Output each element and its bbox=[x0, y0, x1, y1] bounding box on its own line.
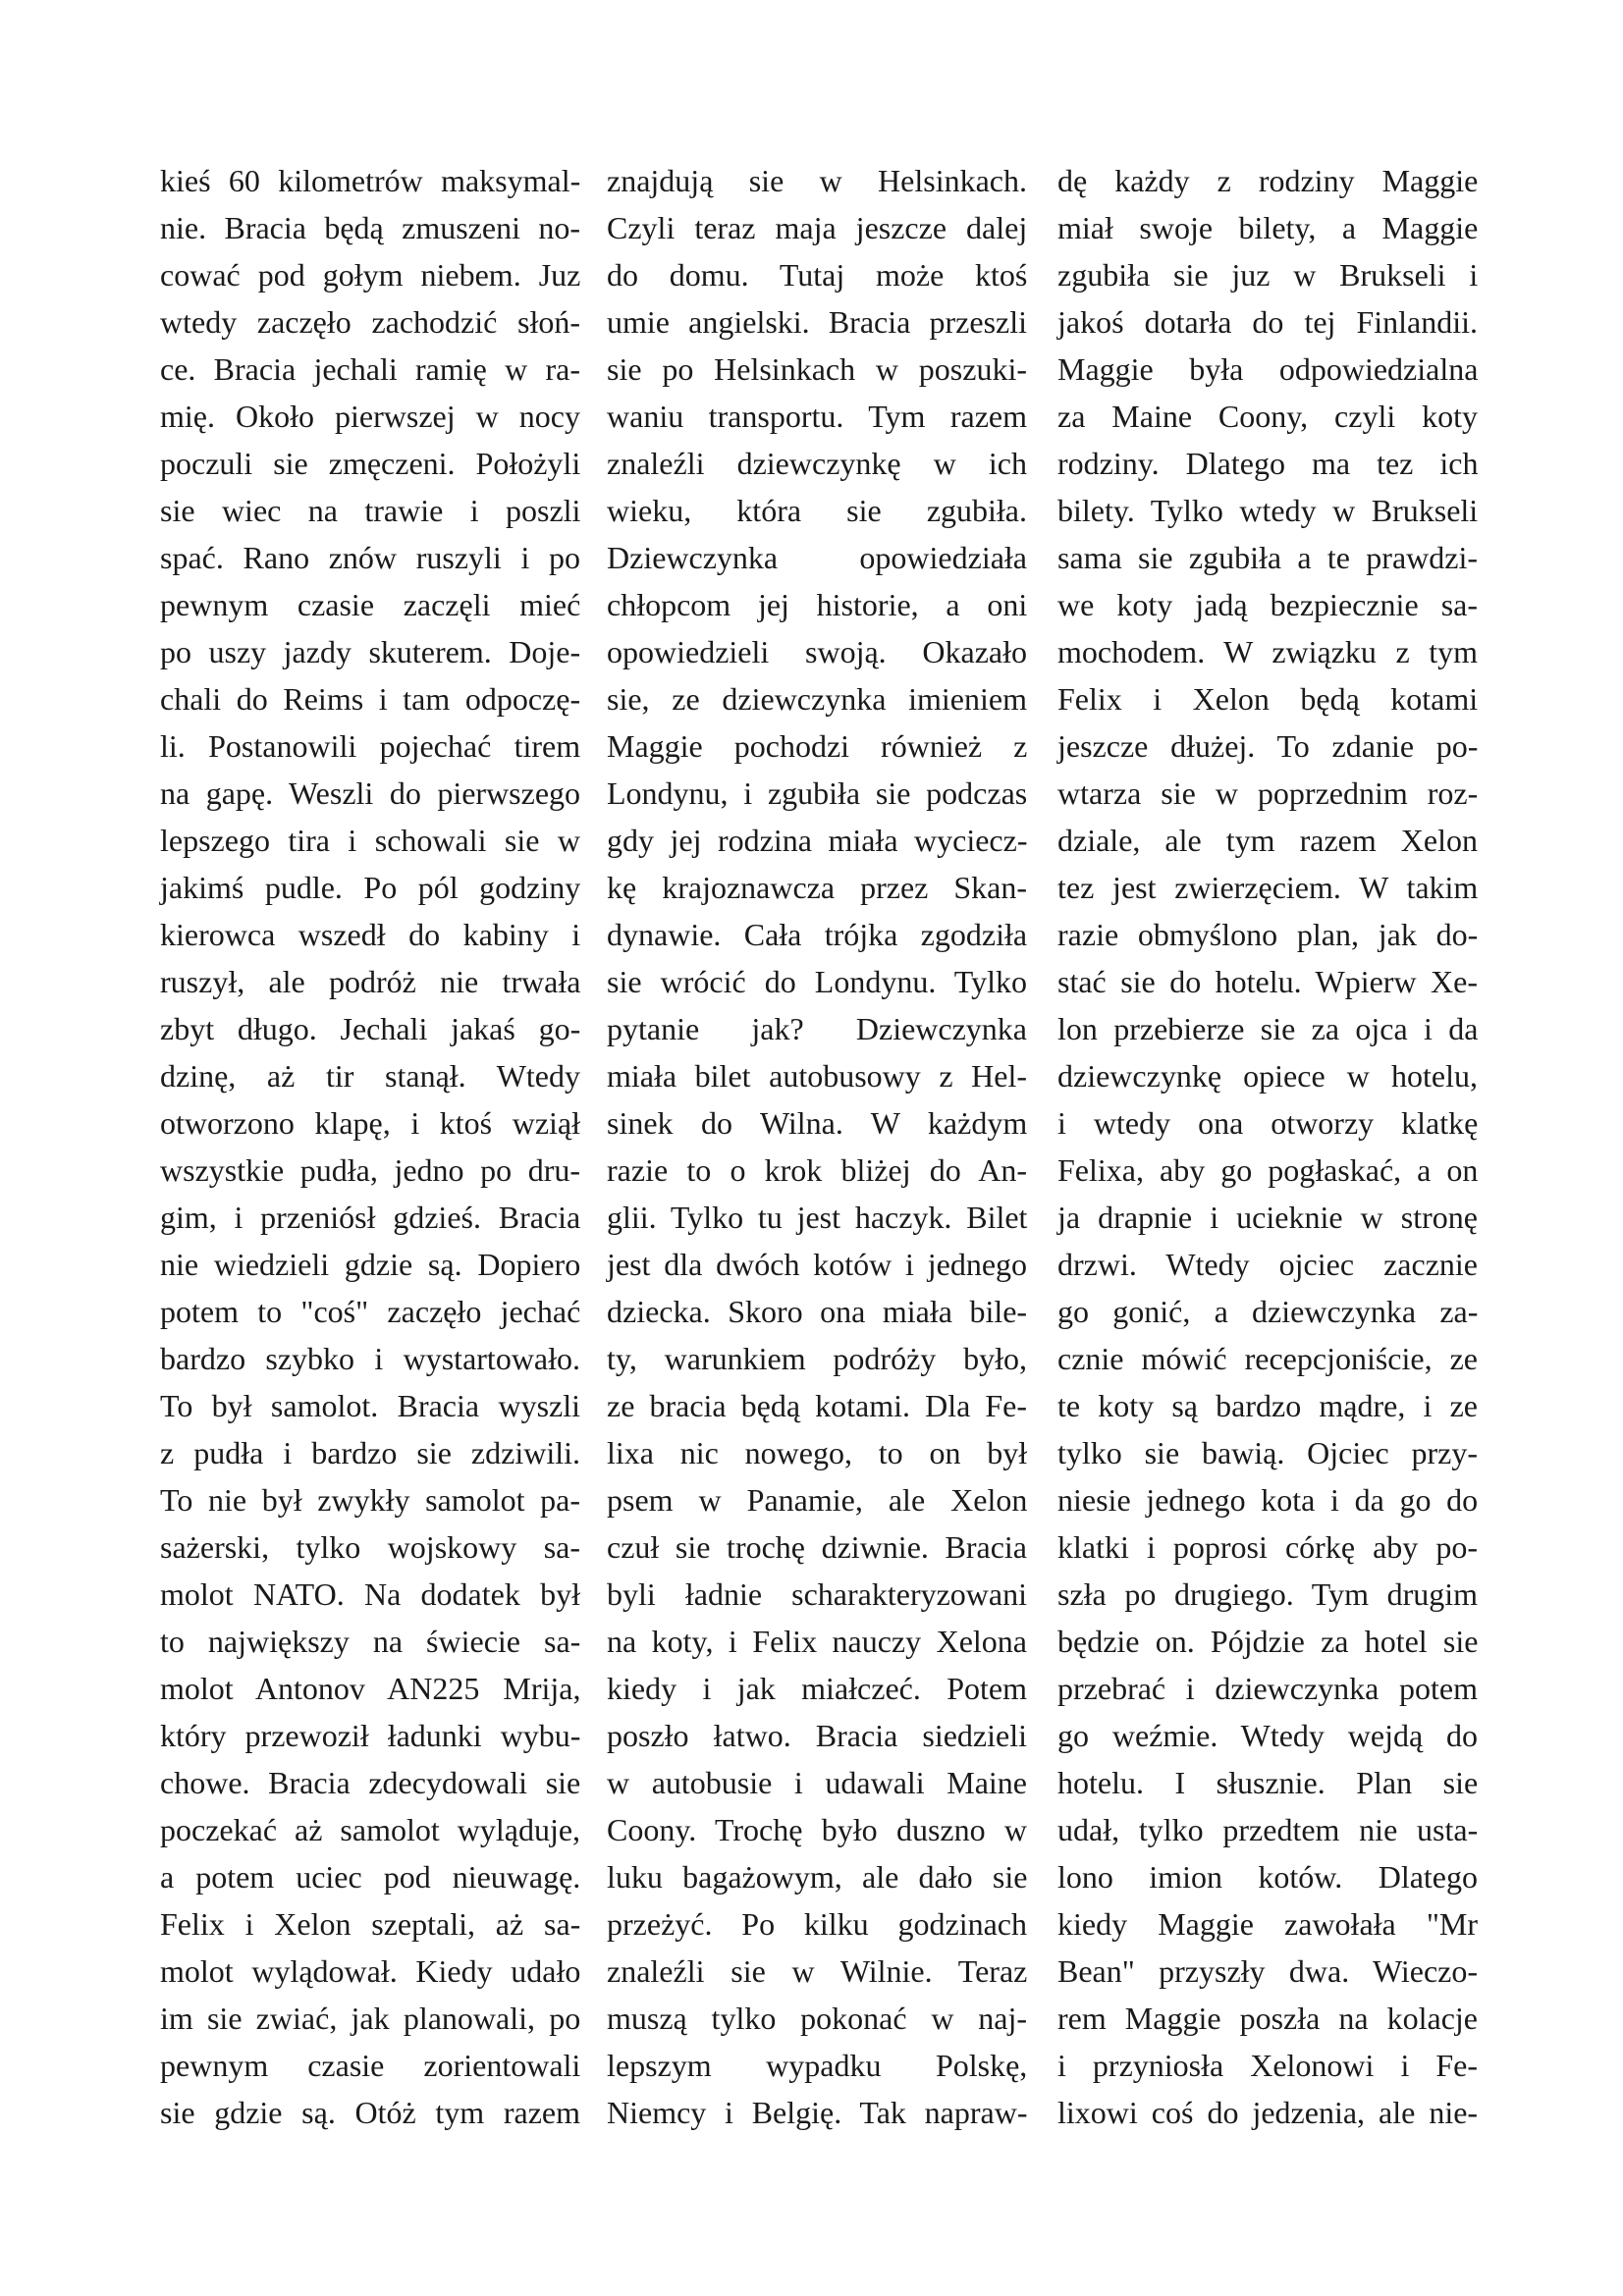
text-line: go weźmie. Wtedy wejdą do bbox=[1057, 1718, 1478, 1753]
text-line: Felix i Xelon będą kotami bbox=[1057, 681, 1479, 717]
text-line: po uszy jazdy skuterem. Doje- bbox=[160, 634, 581, 669]
text-line: cować pod gołym niebem. Juz bbox=[160, 257, 581, 293]
text-line: stać sie do hotelu. Wpierw Xe- bbox=[1057, 964, 1478, 999]
text-line: tylko sie bawią. Ojciec przy- bbox=[1057, 1435, 1478, 1470]
text-line: dziecka. Skoro ona miała bile- bbox=[607, 1294, 1028, 1329]
text-line: gdy jej rodzina miała wyciecz- bbox=[607, 823, 1028, 858]
text-line: li. Postanowili pojechać tirem bbox=[160, 728, 581, 764]
text-line: jakimś pudle. Po pól godziny bbox=[160, 870, 581, 905]
text-line: hotelu. I słusznie. Plan sie bbox=[1057, 1765, 1479, 1800]
text-line: dziale, ale tym razem Xelon bbox=[1057, 823, 1478, 858]
text-line: Londynu, i zgubiła sie podczas bbox=[607, 775, 1028, 811]
text-line: znajdują sie w Helsinkach. bbox=[607, 163, 1027, 198]
text-line: sie, ze dziewczynka imieniem bbox=[607, 681, 1027, 717]
text-line: molot wylądował. Kiedy udało bbox=[160, 1953, 581, 1989]
text-line: zgubiła sie juz w Brukseli i bbox=[1057, 257, 1479, 293]
text-line: Coony. Trochę było duszno w bbox=[607, 1812, 1027, 1847]
text-line: spać. Rano znów ruszyli i po bbox=[160, 540, 580, 575]
text-line: pytanie jak? Dziewczynka bbox=[607, 1011, 1027, 1046]
text-line: razie obmyślono plan, jak do- bbox=[1057, 917, 1479, 952]
text-line: do domu. Tutaj może ktoś bbox=[607, 257, 1028, 293]
text-line: bilety. Tylko wtedy w Brukseli bbox=[1057, 493, 1479, 528]
text-line: i przyniosła Xelonowi i Fe- bbox=[1057, 2048, 1478, 2083]
text-line: molot NATO. Na dodatek był bbox=[160, 1576, 580, 1612]
text-line: sie gdzie są. Otóż tym razem bbox=[160, 2095, 580, 2130]
text-line: wtedy zaczęło zachodzić słoń- bbox=[160, 304, 581, 340]
text-line: ze bracia będą kotami. Dla Fe- bbox=[607, 1388, 1027, 1423]
text-line: byli ładnie scharakteryzowani bbox=[607, 1576, 1027, 1612]
text-line: dziewczynkę opiece w hotelu, bbox=[1057, 1058, 1478, 1094]
text-line: szła po drugiego. Tym drugim bbox=[1057, 1576, 1478, 1612]
text-line: mochodem. W związku z tym bbox=[1057, 634, 1478, 669]
text-line: zbyt długo. Jechali jakaś go- bbox=[160, 1011, 581, 1046]
text-line: drzwi. Wtedy ojciec zacznie bbox=[1057, 1247, 1478, 1282]
text-line: to największy na świecie sa- bbox=[160, 1624, 581, 1659]
text-column-2 bbox=[607, 157, 1027, 2136]
text-line: wtarza sie w poprzednim roz- bbox=[1057, 775, 1479, 811]
text-line: jeszcze dłużej. To zdanie po- bbox=[1057, 728, 1479, 764]
text-line: sinek do Wilna. W każdym bbox=[607, 1105, 1028, 1141]
text-line: Maggie pochodzi również z bbox=[607, 728, 1028, 764]
text-line: nie. Bracia będą zmuszeni no- bbox=[160, 210, 580, 245]
text-line: poczuli sie zmęczeni. Położyli bbox=[160, 446, 581, 481]
text-line: na gapę. Weszli do pierwszego bbox=[160, 775, 581, 811]
text-line: lono imion kotów. Dlatego bbox=[1057, 1859, 1478, 1895]
text-line: muszą tylko pokonać w naj- bbox=[607, 2001, 1027, 2036]
text-line: znaleźli dziewczynkę w ich bbox=[607, 446, 1027, 481]
text-line: będzie on. Pójdzie za hotel sie bbox=[1057, 1624, 1479, 1659]
text-line: klatki i poprosi córkę aby po- bbox=[1057, 1529, 1478, 1565]
text-line: sażerski, tylko wojskowy sa- bbox=[160, 1529, 580, 1565]
text-line: miał swoje bilety, a Maggie bbox=[1057, 210, 1479, 245]
text-line: we koty jadą bezpiecznie sa- bbox=[1057, 587, 1478, 622]
text-line: ja drapnie i ucieknie w stronę bbox=[1057, 1200, 1478, 1235]
text-line: razie to o krok bliżej do An- bbox=[607, 1152, 1027, 1188]
text-line: waniu transportu. Tym razem bbox=[607, 399, 1027, 434]
text-line: sie wiec na trawie i poszli bbox=[160, 493, 581, 528]
text-line: znaleźli sie w Wilnie. Teraz bbox=[607, 1953, 1028, 1989]
text-line: czuł sie trochę dziwnie. Bracia bbox=[607, 1529, 1027, 1565]
text-line: rodziny. Dlatego ma tez ich bbox=[1057, 446, 1479, 481]
text-line: go gonić, a dziewczynka za- bbox=[1057, 1294, 1479, 1329]
text-line: a potem uciec pod nieuwagę. bbox=[160, 1859, 581, 1895]
text-line: lepszym wypadku Polskę, bbox=[607, 2048, 1028, 2083]
text-line: jest dla dwóch kotów i jednego bbox=[607, 1247, 1028, 1282]
text-line: mię. Około pierwszej w nocy bbox=[160, 399, 580, 434]
text-line: sie wrócić do Londynu. Tylko bbox=[607, 964, 1027, 999]
text-line: miała bilet autobusowy z Hel- bbox=[607, 1058, 1027, 1094]
text-line: Dziewczynka opowiedziała bbox=[607, 540, 1027, 575]
text-line: przeżyć. Po kilku godzinach bbox=[607, 1906, 1027, 1942]
text-line: sie po Helsinkach w poszuki- bbox=[607, 351, 1027, 387]
text-line: bardzo szybko i wystartowało. bbox=[160, 1341, 581, 1376]
text-line: wieku, która sie zgubiła. bbox=[607, 493, 1027, 528]
text-line: te koty są bardzo mądre, i ze bbox=[1057, 1388, 1478, 1423]
text-column-3 bbox=[1057, 157, 1478, 2136]
text-line: niesie jednego kota i da go do bbox=[1057, 1482, 1479, 1518]
text-line: pewnym czasie zorientowali bbox=[160, 2048, 581, 2083]
text-line: glii. Tylko tu jest haczyk. Bilet bbox=[607, 1200, 1028, 1235]
text-line: i wtedy ona otworzy klatkę bbox=[1057, 1105, 1479, 1141]
text-line: To nie był zwykły samolot pa- bbox=[160, 1482, 580, 1518]
text-line: ce. Bracia jechali ramię w ra- bbox=[160, 351, 580, 387]
text-line: pewnym czasie zaczęli mieć bbox=[160, 587, 581, 622]
text-line: poczekać aż samolot wyląduje, bbox=[160, 1812, 581, 1847]
text-line: ty, warunkiem podróży było, bbox=[607, 1341, 1027, 1376]
text-line: z pudła i bardzo sie zdziwili. bbox=[160, 1435, 580, 1470]
text-line: Bean" przyszły dwa. Wieczo- bbox=[1057, 1953, 1479, 1989]
text-line: Felixa, aby go pogłaskać, a on bbox=[1057, 1152, 1479, 1188]
text-line: tez jest zwierzęciem. W takim bbox=[1057, 870, 1479, 905]
text-line: luku bagażowym, ale dało sie bbox=[607, 1859, 1028, 1895]
text-line: lixowi coś do jedzenia, ale nie- bbox=[1057, 2095, 1479, 2130]
text-line: na koty, i Felix nauczy Xelona bbox=[607, 1624, 1027, 1659]
text-line: lixa nic nowego, to on był bbox=[607, 1435, 1028, 1470]
text-line: wszystkie pudła, jedno po dru- bbox=[160, 1152, 580, 1188]
text-line: Czyli teraz maja jeszcze dalej bbox=[607, 210, 1028, 245]
text-line: lon przebierze sie za ojca i da bbox=[1057, 1011, 1479, 1046]
text-line: jakoś dotarła do tej Finlandii. bbox=[1057, 304, 1478, 340]
text-line: za Maine Coony, czyli koty bbox=[1057, 399, 1478, 434]
text-line: molot Antonov AN225 Mrija, bbox=[160, 1671, 581, 1706]
text-line: Niemcy i Belgię. Tak napraw- bbox=[607, 2095, 1028, 2130]
text-line: potem to "coś" zaczęło jechać bbox=[160, 1294, 581, 1329]
text-line: rem Maggie poszła na kolacje bbox=[1057, 2001, 1478, 2036]
text-line: udał, tylko przedtem nie usta- bbox=[1057, 1812, 1479, 1847]
text-line: cznie mówić recepcjoniście, ze bbox=[1057, 1341, 1478, 1376]
text-line: kieś 60 kilometrów maksymal- bbox=[160, 163, 581, 198]
text-line: opowiedzieli swoją. Okazało bbox=[607, 634, 1027, 669]
text-line: dzinę, aż tir stanął. Wtedy bbox=[160, 1058, 580, 1094]
text-line: kierowca wszedł do kabiny i bbox=[160, 917, 581, 952]
text-line: umie angielski. Bracia przeszli bbox=[607, 304, 1027, 340]
text-line: dę każdy z rodziny Maggie bbox=[1057, 163, 1479, 198]
text-line: Felix i Xelon szeptali, aż sa- bbox=[160, 1906, 581, 1942]
text-line: sama sie zgubiła a te prawdzi- bbox=[1057, 540, 1478, 575]
text-line: lepszego tira i schowali sie w bbox=[160, 823, 580, 858]
text-line: Maggie była odpowiedzialna bbox=[1057, 351, 1479, 387]
text-line: kiedy i jak miałczeć. Potem bbox=[607, 1671, 1027, 1706]
text-line: przebrać i dziewczynka potem bbox=[1057, 1671, 1479, 1706]
text-line: który przewoził ładunki wybu- bbox=[160, 1718, 581, 1753]
text-line: nie wiedzieli gdzie są. Dopiero bbox=[160, 1247, 581, 1282]
text-line: kiedy Maggie zawołała "Mr bbox=[1057, 1906, 1478, 1942]
text-line: ruszył, ale podróż nie trwała bbox=[160, 964, 581, 999]
text-line: poszło łatwo. Bracia siedzieli bbox=[607, 1718, 1027, 1753]
text-line: psem w Panamie, ale Xelon bbox=[607, 1482, 1028, 1518]
text-line: im sie zwiać, jak planowali, po bbox=[160, 2001, 581, 2036]
text-line: kę krajoznawcza przez Skan- bbox=[607, 870, 1027, 905]
text-line: otworzono klapę, i ktoś wziął bbox=[160, 1105, 580, 1141]
text-line: To był samolot. Bracia wyszli bbox=[160, 1388, 580, 1423]
text-column-1 bbox=[160, 157, 580, 2136]
text-line: chowe. Bracia zdecydowali sie bbox=[160, 1765, 581, 1800]
text-line: w autobusie i udawali Maine bbox=[607, 1765, 1027, 1800]
text-line: chłopcom jej historie, a oni bbox=[607, 587, 1028, 622]
text-line: dynawie. Cała trójka zgodziła bbox=[607, 917, 1028, 952]
text-line: gim, i przeniósł gdzieś. Bracia bbox=[160, 1200, 581, 1235]
text-line: chali do Reims i tam odpoczę- bbox=[160, 681, 581, 717]
